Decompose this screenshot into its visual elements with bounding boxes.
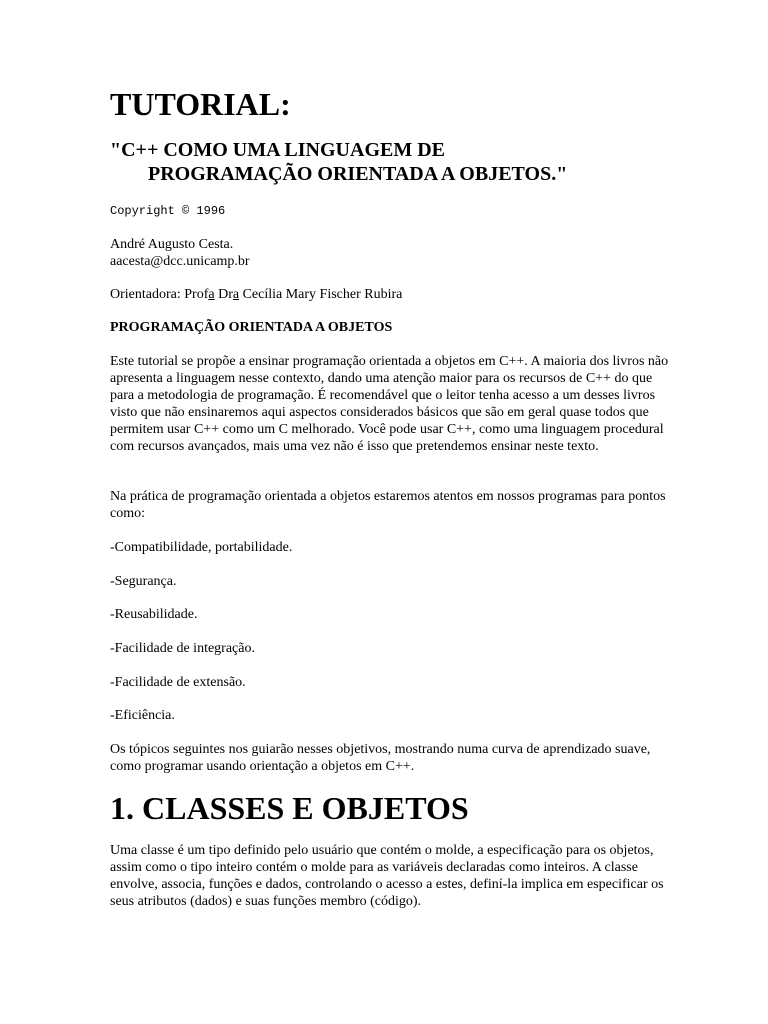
topics-paragraph: Os tópicos seguintes nos guiarão nesses objetivos, mostrando numa curva de aprendizado suave, como programar usando orientação a objetos em C++. xyxy=(110,742,651,774)
chapter-heading: 1. CLASSES E OBJETOS xyxy=(110,790,469,826)
copyright-notice: Copyright © 1996 xyxy=(110,204,226,218)
intro-paragraph: Este tutorial se propõe a ensinar programação orientada a objetos em C++. A maioria dos livros não apresenta a linguagem nesse contexto, dando uma atenção maior para os recursos de C++ do que para a metodologia de programação. É recomendável que o leitor tenha acesso a um desses livros visto que não ensinaremos aqui aspectos considerados básicos que são em geral quase todos que permitem usar C++ como um C melhorado. Você pode usar C++, como uma linguagem procedural com recursos avançados, mais uma vez não é isso que pretendemos ensinar neste texto. xyxy=(110,354,669,454)
document-subtitle xyxy=(110,138,567,186)
list-item: -Compatibilidade, portabilidade. xyxy=(110,540,293,555)
advisor-prefix: Orientadora: Prof xyxy=(110,287,209,302)
advisor-mid: Dr xyxy=(214,287,233,302)
subtitle-line-1: "C++ COMO UMA LINGUAGEM DE xyxy=(110,139,445,161)
list-item: -Eficiência. xyxy=(110,708,175,723)
class-definition-paragraph: Uma classe é um tipo definido pelo usuário que contém o molde, a especificação para os objetos, assim como o tipo inteiro contém o molde para as variáveis declaradas como inteiros. A classe envolve, associa, funções e dados, controlando o acesso a estes, definí-la implica em especificar os seus atributos (dados) e suas funções membro (código). xyxy=(110,843,664,909)
advisor-title-suffix-1: a xyxy=(208,287,215,302)
practice-paragraph: Na prática de programação orientada a objetos estaremos atentos em nossos programas para pontos como: xyxy=(110,489,666,521)
section-title: PROGRAMAÇÃO ORIENTADA A OBJETOS xyxy=(110,320,393,335)
list-item: -Segurança. xyxy=(110,574,177,589)
list-item: -Facilidade de extensão. xyxy=(110,675,246,690)
advisor-line xyxy=(110,286,670,303)
subtitle-line-2: PROGRAMAÇÃO ORIENTADA A OBJETOS." xyxy=(148,163,568,185)
list-item: -Reusabilidade. xyxy=(110,607,198,622)
page-title: TUTORIAL: xyxy=(110,86,291,122)
author-block xyxy=(110,236,670,270)
list-item: -Facilidade de integração. xyxy=(110,641,255,656)
advisor-title-suffix-2: a xyxy=(232,287,240,302)
author-email: aacesta@dcc.unicamp.br xyxy=(110,254,250,269)
author-name: André Augusto Cesta. xyxy=(110,237,234,252)
advisor-name: Cecília Mary Fischer Rubira xyxy=(239,287,403,302)
